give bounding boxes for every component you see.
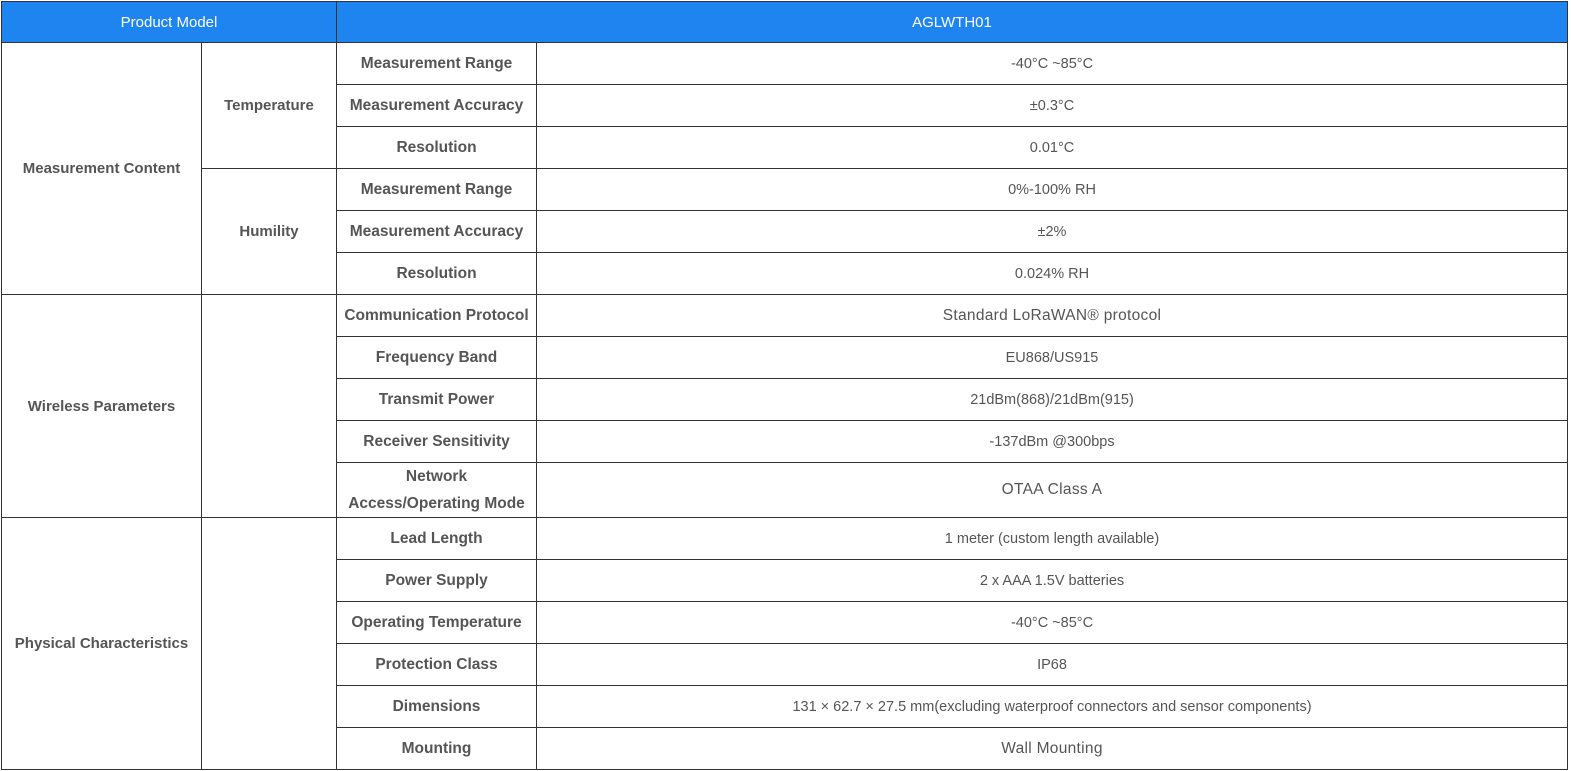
table-row (2, 295, 1568, 337)
category-physical-characteristics: Physical Characteristics (2, 518, 202, 770)
table-row (2, 169, 1568, 211)
product-model-value: AGLWTH01 (337, 2, 1568, 43)
header-row (2, 2, 1568, 43)
param-label: Transmit Power (337, 379, 537, 421)
param-value: Standard LoRaWAN® protocol (537, 295, 1568, 337)
category-wireless-parameters: Wireless Parameters (2, 295, 202, 518)
param-label: Dimensions (337, 686, 537, 728)
param-value: IP68 (537, 644, 1568, 686)
param-label: Communication Protocol (337, 295, 537, 337)
param-label: Receiver Sensitivity (337, 421, 537, 463)
param-label: Network Access/Operating Mode (337, 463, 537, 518)
param-value: 2 x AAA 1.5V batteries (537, 560, 1568, 602)
param-value: 131 × 62.7 × 27.5 mm(excluding waterproof connectors and sensor components) (537, 686, 1568, 728)
param-value: 21dBm(868)/21dBm(915) (537, 379, 1568, 421)
table-row (2, 43, 1568, 85)
param-label: Operating Temperature (337, 602, 537, 644)
param-label: Measurement Accuracy (337, 211, 537, 253)
param-label: Mounting (337, 728, 537, 770)
param-value: 1 meter (custom length available) (537, 518, 1568, 560)
param-value: -40°C ~85°C (537, 602, 1568, 644)
param-value: -40°C ~85°C (537, 43, 1568, 85)
param-value: 0%-100% RH (537, 169, 1568, 211)
param-value: 0.024% RH (537, 253, 1568, 295)
param-label: Measurement Range (337, 169, 537, 211)
param-value: ±0.3°C (537, 85, 1568, 127)
param-label: Resolution (337, 127, 537, 169)
param-label: Power Supply (337, 560, 537, 602)
spec-table (1, 1, 1568, 770)
category-measurement-content: Measurement Content (2, 43, 202, 295)
param-value: 0.01°C (537, 127, 1568, 169)
param-value: EU868/US915 (537, 337, 1568, 379)
subcategory-humidity: Humility (202, 169, 337, 295)
empty-subcategory-cell (202, 518, 337, 770)
empty-subcategory-cell (202, 295, 337, 518)
subcategory-temperature: Temperature (202, 43, 337, 169)
param-value: Wall Mounting (537, 728, 1568, 770)
param-label: Frequency Band (337, 337, 537, 379)
param-value: OTAA Class A (537, 463, 1568, 518)
product-model-label: Product Model (2, 2, 337, 43)
param-label: Measurement Range (337, 43, 537, 85)
param-label: Resolution (337, 253, 537, 295)
param-value: ±2% (537, 211, 1568, 253)
param-label: Protection Class (337, 644, 537, 686)
table-row (2, 518, 1568, 560)
param-label: Lead Length (337, 518, 537, 560)
param-value: -137dBm @300bps (537, 421, 1568, 463)
param-label: Measurement Accuracy (337, 85, 537, 127)
